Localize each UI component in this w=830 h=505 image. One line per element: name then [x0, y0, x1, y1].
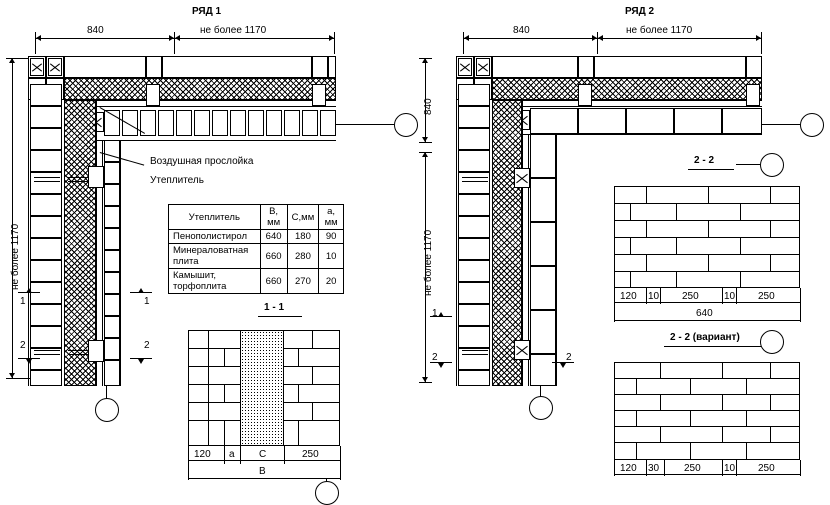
brick — [104, 206, 120, 228]
brick — [320, 110, 336, 136]
tie-line — [34, 181, 60, 182]
brick-joint — [770, 426, 771, 442]
brick — [104, 162, 120, 184]
insulation-core-1-1 — [240, 330, 284, 446]
dim-row2-left-vertical: не более 1170 — [423, 229, 434, 296]
dim-row1-left-vertical: не более 1170 — [10, 223, 21, 290]
brick — [458, 172, 490, 194]
dim-chain-2-2-variant — [614, 474, 800, 475]
brick — [212, 110, 228, 136]
dim-arrow — [175, 35, 180, 41]
dim-2-2-250a: 250 — [682, 291, 699, 302]
table-cell: 660 — [260, 244, 287, 269]
brick-cross-hatched — [30, 58, 44, 76]
brick — [312, 84, 326, 106]
section-mark-1-right-plan: 1 — [432, 308, 438, 319]
brick — [104, 294, 120, 316]
brick — [30, 84, 62, 106]
table-cell: 10 — [319, 244, 344, 269]
axis-bubble — [529, 396, 553, 420]
brick-course — [188, 348, 240, 349]
brick — [122, 110, 138, 136]
brick-joint — [690, 410, 691, 426]
brick — [530, 134, 556, 178]
dim-row2-top-right-line — [597, 38, 761, 39]
title-row-1: РЯД 1 — [192, 6, 222, 17]
brick-joint — [770, 394, 771, 410]
brick — [30, 370, 62, 386]
table-row — [169, 269, 344, 294]
brick — [104, 316, 120, 338]
brick — [530, 222, 556, 266]
brick-joint — [676, 271, 677, 288]
brick-joint — [660, 426, 661, 442]
wall-outline — [456, 56, 457, 386]
table-row — [169, 244, 344, 269]
axis-bubble — [315, 481, 339, 505]
brick-joint — [746, 410, 747, 426]
brick — [266, 110, 282, 136]
ext-line — [35, 40, 36, 54]
brick — [30, 326, 62, 348]
tie-line — [34, 177, 60, 178]
section-mark-1-right: 1 — [144, 296, 150, 307]
ext-line — [224, 446, 225, 464]
brick — [30, 194, 62, 216]
section-arrow — [26, 288, 32, 293]
dim-1-1-250: 250 — [302, 449, 319, 460]
dim-tick — [419, 58, 432, 59]
table-cell: Камышит, торфоплита — [169, 269, 261, 294]
ext-line — [174, 40, 175, 54]
dim-tick — [419, 152, 432, 153]
dim-1-1-120: 120 — [194, 449, 211, 460]
air-gap-line — [492, 100, 762, 101]
ext-line — [340, 460, 341, 480]
dim-2-2-10b: 10 — [724, 291, 736, 302]
brick-course — [188, 384, 240, 385]
callout-insulation: Утеплитель — [150, 175, 204, 186]
brick — [458, 128, 490, 150]
brick — [162, 56, 312, 78]
table-cell: 280 — [287, 244, 319, 269]
section-arrow — [138, 359, 144, 364]
brick-joint — [646, 254, 647, 271]
brick-joint — [312, 402, 313, 420]
dim-row1-top-right: не более 1170 — [200, 25, 267, 36]
section-title-2-2-variant: 2 - 2 (вариант) — [670, 332, 740, 343]
wall-outline — [96, 140, 336, 141]
brick-joint — [298, 384, 299, 402]
brick — [458, 194, 490, 216]
dim-2-2-250b: 250 — [758, 291, 775, 302]
brick — [248, 110, 264, 136]
dim-tick — [6, 58, 19, 59]
brick-course — [188, 420, 240, 421]
dim-tick — [6, 378, 19, 379]
brick-cross-hatched — [514, 340, 530, 360]
brick — [530, 310, 556, 354]
brick — [492, 56, 578, 78]
dim-2-2-120: 120 — [620, 291, 637, 302]
dim-row2-top-left: 840 — [513, 25, 530, 36]
dim-arrow — [598, 35, 603, 41]
dim-arrow — [464, 35, 469, 41]
brick — [104, 228, 120, 250]
tie-line — [462, 181, 488, 182]
table-cell: 660 — [260, 269, 287, 294]
brick-cross-hatched — [48, 58, 62, 76]
wall-outline — [96, 106, 336, 107]
brick-joint — [690, 378, 691, 394]
brick-joint — [298, 420, 299, 446]
brick — [458, 150, 490, 172]
brick-course — [614, 220, 800, 221]
brick-cross-hatched — [514, 168, 530, 188]
brick — [746, 56, 762, 78]
brick — [88, 340, 104, 362]
brick-joint — [312, 330, 313, 348]
brick-joint — [660, 362, 661, 378]
brick — [30, 282, 62, 304]
ext-line — [597, 40, 598, 54]
table-cell: Пенополистирол — [169, 230, 261, 244]
brick — [30, 172, 62, 194]
dim-arrow — [36, 35, 41, 41]
brick — [578, 56, 594, 78]
section-2-2-variant-elevation — [614, 362, 800, 460]
ext-line — [614, 302, 615, 322]
title-row-2: РЯД 2 — [625, 6, 655, 17]
brick-course — [188, 402, 240, 403]
section-arrow — [438, 312, 444, 317]
brick-joint — [770, 362, 771, 378]
brick — [30, 128, 62, 150]
brick-joint — [740, 237, 741, 254]
brick-joint — [224, 348, 225, 366]
brick-course — [614, 426, 800, 427]
brick — [30, 106, 62, 128]
brick-joint — [740, 271, 741, 288]
brick-course — [614, 378, 800, 379]
dim-row1-top-right-line — [174, 38, 334, 39]
section-mark-2-right-plan-b: 2 — [566, 352, 572, 363]
brick-joint — [722, 426, 723, 442]
brick-joint — [630, 203, 631, 220]
table-row — [169, 230, 344, 244]
dim-row2-top-right: не более 1170 — [626, 25, 693, 36]
brick-course — [188, 366, 240, 367]
brick — [104, 140, 120, 162]
brick — [530, 178, 556, 222]
brick-joint — [312, 366, 313, 384]
wall-outline — [516, 106, 762, 107]
brick — [530, 354, 556, 386]
axis-bubble — [800, 113, 824, 137]
section-arrow — [438, 363, 444, 368]
wall-outline — [120, 140, 121, 386]
brick — [578, 108, 626, 134]
brick — [626, 108, 674, 134]
brick — [458, 348, 490, 370]
brick — [194, 110, 210, 136]
brick-course — [284, 348, 340, 349]
ext-line — [800, 302, 801, 322]
ext-line — [334, 40, 335, 54]
brick-joint — [630, 271, 631, 288]
axis-bubble — [95, 398, 119, 422]
brick — [458, 260, 490, 282]
ext-line — [284, 446, 285, 464]
ext-line — [463, 40, 464, 54]
axis-bubble — [760, 153, 784, 177]
brick — [176, 110, 192, 136]
brick — [30, 238, 62, 260]
brick-joint — [646, 220, 647, 237]
table-cell: Минераловатная плита — [169, 244, 261, 269]
tie-line — [462, 177, 488, 178]
air-gap-line — [64, 100, 336, 101]
dim-row1-top-left-line — [35, 38, 174, 39]
dim-chain-2-2 — [614, 302, 800, 303]
tie-line — [462, 354, 488, 355]
table-header-cell: а, мм — [319, 205, 344, 230]
brick-course — [614, 442, 800, 443]
section-title-underline — [664, 346, 768, 347]
brick — [458, 216, 490, 238]
brick — [104, 272, 120, 294]
brick-course — [614, 254, 800, 255]
brick — [458, 326, 490, 348]
dim-row2-top-left-line — [463, 38, 597, 39]
brick-cross-hatched — [458, 58, 472, 76]
brick-course — [284, 384, 340, 385]
brick-joint — [708, 254, 709, 271]
brick-joint — [740, 203, 741, 220]
section-arrow — [26, 359, 32, 364]
brick-course — [284, 420, 340, 421]
brick — [594, 56, 746, 78]
brick-joint — [746, 442, 747, 460]
brick-joint — [636, 378, 637, 394]
brick-joint — [770, 186, 771, 203]
insulation-layer — [64, 78, 336, 100]
brick-course — [614, 203, 800, 204]
dim-1-1-total-B: B — [259, 466, 266, 477]
ext-line — [188, 460, 189, 480]
brick — [302, 110, 318, 136]
brick — [722, 108, 762, 134]
section-arrow — [560, 363, 566, 368]
brick — [104, 184, 120, 206]
brick — [578, 84, 592, 106]
section-arrow — [138, 288, 144, 293]
brick-joint — [676, 237, 677, 254]
axis-line — [762, 124, 800, 125]
brick-joint — [722, 362, 723, 378]
dim-2-2v-120: 120 — [620, 463, 637, 474]
dim-2-2-10a: 10 — [648, 291, 660, 302]
brick-joint — [770, 220, 771, 237]
brick-joint — [646, 186, 647, 203]
brick — [674, 108, 722, 134]
brick — [146, 56, 162, 78]
brick — [284, 110, 300, 136]
brick-joint — [746, 378, 747, 394]
table-header-cell: В, мм — [260, 205, 287, 230]
section-mark-1-left: 1 — [20, 296, 26, 307]
brick-joint — [636, 410, 637, 426]
brick-joint — [660, 394, 661, 410]
table-cell: 20 — [319, 269, 344, 294]
brick — [230, 110, 246, 136]
dim-2-2-total: 640 — [696, 308, 713, 319]
brick-joint — [676, 203, 677, 220]
dim-tick — [419, 142, 432, 143]
dim-2-2v-10: 10 — [724, 463, 736, 474]
dim-tick — [419, 382, 432, 383]
section-mark-2-left: 2 — [20, 340, 26, 351]
brick-joint — [630, 237, 631, 254]
tie-line — [34, 354, 60, 355]
ext-line — [240, 446, 241, 464]
brick — [458, 238, 490, 260]
dim-total-1-1 — [188, 478, 340, 479]
section-title-underline — [258, 316, 302, 317]
brick — [530, 266, 556, 310]
brick-course — [614, 394, 800, 395]
wall-outline — [556, 134, 557, 386]
brick — [30, 304, 62, 326]
brick — [328, 56, 336, 78]
brick — [458, 370, 490, 386]
wall-outline — [28, 56, 29, 386]
dim-chain-1-1 — [188, 460, 340, 461]
dim-1-1-C: C — [259, 449, 267, 460]
brick — [30, 216, 62, 238]
brick-course — [614, 271, 800, 272]
brick — [30, 260, 62, 282]
axis-line — [336, 124, 394, 125]
brick-joint — [636, 442, 637, 460]
brick-course — [614, 237, 800, 238]
brick — [746, 84, 760, 106]
ext-line — [761, 40, 762, 54]
dim-total-2-2 — [614, 320, 800, 321]
table-header-cell: Утеплитель — [169, 205, 261, 230]
brick — [458, 84, 490, 106]
insulation-table — [168, 204, 344, 294]
brick — [146, 84, 160, 106]
brick-joint — [708, 220, 709, 237]
brick-joint — [298, 348, 299, 366]
brick-joint — [690, 442, 691, 460]
section-title-1-1: 1 - 1 — [264, 302, 285, 313]
tie-line — [34, 350, 60, 351]
brick-joint — [224, 420, 225, 446]
axis-line — [736, 164, 760, 165]
brick — [88, 166, 104, 188]
brick — [104, 360, 120, 386]
brick-course — [614, 410, 800, 411]
brick — [458, 304, 490, 326]
table-header-row — [169, 205, 344, 230]
brick — [104, 250, 120, 272]
section-mark-2-right: 2 — [144, 340, 150, 351]
brick — [64, 56, 146, 78]
brick — [30, 348, 62, 370]
section-title-2-2: 2 - 2 — [694, 155, 715, 166]
brick — [458, 282, 490, 304]
brick-cross-hatched — [476, 58, 490, 76]
table-cell: 90 — [319, 230, 344, 244]
section-title-underline — [688, 169, 734, 170]
dim-2-2v-250a: 250 — [684, 463, 701, 474]
brick — [30, 150, 62, 172]
brick-joint — [722, 394, 723, 410]
dim-2-2v-30: 30 — [648, 463, 660, 474]
section-mark-2-right-plan: 2 — [432, 352, 438, 363]
brick-joint — [708, 186, 709, 203]
table-header-cell: С,мм — [287, 205, 319, 230]
brick — [104, 338, 120, 360]
dim-row2-left-vertical-top: 840 — [423, 98, 434, 115]
brick-joint — [208, 330, 209, 446]
dim-row1-left-line — [12, 58, 13, 378]
axis-bubble — [394, 113, 418, 137]
brick — [158, 110, 174, 136]
brick — [312, 56, 328, 78]
table-cell: 270 — [287, 269, 319, 294]
dim-1-1-a: a — [229, 449, 235, 460]
dim-row1-top-left: 840 — [87, 25, 104, 36]
brick-joint — [770, 254, 771, 271]
brick — [458, 106, 490, 128]
table-cell: 180 — [287, 230, 319, 244]
callout-air-gap: Воздушная прослойка — [150, 156, 254, 167]
axis-bubble — [760, 330, 784, 354]
tie-line — [462, 350, 488, 351]
ext-line — [800, 460, 801, 476]
insulation-layer — [492, 78, 762, 100]
brick-joint — [224, 384, 225, 402]
brick — [530, 108, 578, 134]
dim-2-2v-250b: 250 — [758, 463, 775, 474]
table-cell: 640 — [260, 230, 287, 244]
